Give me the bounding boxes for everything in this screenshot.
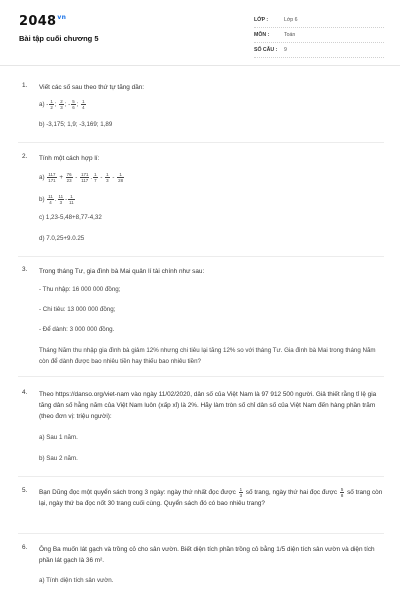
q4-part-b: b) Sau 2 năm.	[39, 455, 78, 462]
fraction	[80, 172, 89, 183]
operator: -	[100, 174, 103, 182]
operator: -	[65, 196, 68, 204]
denominator: 4	[49, 200, 52, 205]
numerator: 11	[58, 194, 64, 199]
numerator: 1	[82, 99, 85, 104]
fraction	[49, 99, 53, 110]
fraction	[340, 487, 344, 498]
denominator: 28	[118, 178, 124, 183]
meta-subject-row	[254, 29, 384, 43]
denominator: 7	[94, 178, 97, 183]
q2-part-d: d) 7.0,25+9.0.25	[39, 235, 85, 242]
sign: -	[46, 101, 49, 109]
denominator: 6	[72, 105, 75, 110]
fraction	[117, 172, 124, 183]
q5-text-1: Bạn Dũng đọc một quyển sách trong 3 ngày: ngày thứ nhất đọc được	[39, 489, 236, 497]
question-text: Trong tháng Tư, gia đình bà Mai quản lí tài chính như sau:	[39, 268, 205, 275]
fraction	[239, 487, 243, 498]
q2-part-c: c) 1,23-5,48+8,77-4,32	[39, 214, 102, 221]
question-text: Viết các số sau theo thứ tự tăng dần:	[39, 84, 145, 91]
meta-subject-value: Toán	[284, 32, 296, 38]
operator: -	[75, 174, 78, 182]
question-number: 2.	[22, 153, 28, 160]
denominator: 117	[81, 178, 89, 183]
fraction	[68, 194, 75, 205]
numerator: 1	[94, 172, 97, 177]
numerator: 1	[106, 172, 109, 177]
q3-saving: - Để dành: 3 000 000 đồng.	[39, 326, 115, 333]
numerator: 5	[340, 487, 344, 492]
q1-part-b: b) -3,175; 1,9; -3,169; 1,89	[39, 121, 113, 128]
q3-income: - Thu nhập: 16 000 000 đồng;	[39, 286, 121, 293]
document-title: Bài tập cuối chương 5	[19, 34, 99, 43]
divider	[18, 376, 384, 377]
q5-text-2: số trang, ngày thứ hai đọc được	[245, 489, 338, 497]
part-label: a)	[39, 174, 45, 182]
part-label: a)	[39, 101, 45, 109]
numerator: 76	[66, 172, 72, 177]
fraction	[66, 172, 73, 183]
numerator: 1	[50, 99, 53, 104]
site-logo[interactable]	[19, 14, 66, 29]
q3-expense: - Chi tiêu: 13 000 000 đồng;	[39, 306, 116, 313]
numerator: 5	[72, 99, 75, 104]
fraction	[47, 194, 54, 205]
question-number: 6.	[22, 544, 28, 551]
numerator: 1	[68, 194, 75, 200]
divider	[18, 142, 384, 143]
divider	[18, 533, 384, 534]
meta-class-row	[254, 14, 384, 28]
logo-suffix: vn	[57, 14, 67, 21]
meta-subject-label: MÔN :	[254, 32, 270, 38]
fraction	[58, 194, 68, 205]
question-text: Tính một cách hợp lí:	[39, 155, 100, 162]
fraction	[81, 99, 85, 110]
part-label: b)	[39, 196, 45, 204]
meta-class-label: LỚP :	[254, 17, 269, 23]
q5-text-3: số trang còn lại, ngày thứ ba đọc nốt 30 trang cuối cùng. Quyển sách đó có bao nhiêu trang?	[39, 489, 383, 508]
numerator: 171	[81, 172, 89, 177]
q4-part-a: a) Sau 1 năm.	[39, 434, 78, 441]
q3-paragraph: Tháng Năm thu nhập gia đình bà giảm 12% nhưng chi tiêu lại tăng 12% so với tháng Tư. Gia đình bà Mai trong tháng Năm còn để dành được bao nhiêu tiền hay thiếu bao nhiêu tiền?	[39, 347, 376, 365]
page-header	[0, 0, 400, 66]
question-text: Theo https://danso.org/viet-nam vào ngày 11/02/2020, dân số của Việt Nam là 97 912 500 người. Giả thiết rằng tỉ lệ gia tăng dân số hằng năm của Việt Nam luôn (xấp xỉ) là 2%. Hãy làm tròn số chỉ dân số của Việt Nam đến hàng phần trăm (theo đơn vị: triệu người):	[39, 391, 377, 420]
divider	[18, 476, 384, 477]
numerator: 117	[48, 172, 56, 177]
meta-count-row	[254, 44, 384, 58]
logo-text: 2048	[19, 14, 57, 29]
fraction	[105, 172, 109, 183]
denominator: 3	[239, 493, 243, 498]
divider	[18, 256, 384, 257]
denominator: 3	[106, 178, 109, 183]
fraction	[71, 99, 75, 110]
meta-count-label: SỐ CÂU :	[254, 47, 278, 53]
denominator: 8	[340, 493, 344, 498]
operator: .	[90, 174, 93, 182]
q2-part-b	[39, 194, 76, 205]
question-number: 4.	[22, 389, 28, 396]
question-text: Ông Ba muốn lát gạch và trồng cỏ cho sân vườn. Biết diện tích phần trồng cỏ bằng 1/5 diện tích sân vườn và diện tích phần lát gạch là 36 m².	[39, 546, 375, 564]
denominator: 171	[48, 178, 56, 183]
q2-part-a	[39, 172, 125, 183]
denominator: 4	[82, 105, 85, 110]
numerator: 11	[48, 194, 53, 199]
denominator: 3	[60, 105, 63, 110]
question-number: 5.	[22, 487, 28, 494]
operator: -	[112, 174, 115, 182]
operator: +	[59, 174, 63, 182]
denominator: 11	[69, 200, 74, 205]
question-number: 1.	[22, 82, 28, 89]
question-number: 3.	[22, 266, 28, 273]
fraction	[59, 99, 63, 110]
meta-count-value: 9	[284, 47, 287, 53]
fraction	[93, 172, 97, 183]
numerator: 1	[239, 487, 243, 492]
numerator: 1	[117, 172, 124, 178]
sign: -	[68, 101, 71, 109]
numerator: 2	[60, 99, 63, 104]
q1-part-a: a) - $\frac{1}{2}$ ; $\frac{2}{3}$ ; - $\frac{5}{6}$ ; $\frac{1}{4}$	[39, 99, 85, 110]
meta-class-value: Lớp 6	[284, 17, 298, 23]
denominator: 2	[50, 105, 53, 110]
denominator: 3	[59, 200, 63, 205]
q6-part-a: a) Tính diện tích sân vườn.	[39, 577, 114, 584]
question-text	[39, 487, 384, 509]
fraction	[47, 172, 56, 183]
denominator: 23	[66, 178, 72, 183]
operator: .	[54, 196, 57, 204]
